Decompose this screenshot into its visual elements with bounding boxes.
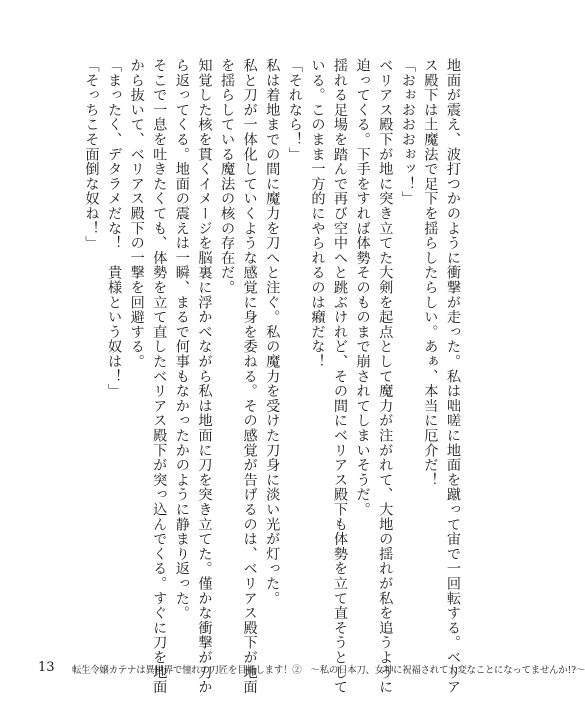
text-line: そこで一息を吐きたくても、体勢を立て直したベリアス殿下が突っ込んでくる。すぐに刀を地面 — [151, 58, 168, 695]
text-line: 「おぉおおおぉッ！」 — [399, 58, 416, 206]
text-line: 地面が震え、波打つかのように衝撃が走った。私は咄嗟に地面を蹴って宙で一回転する。ベリア — [445, 58, 461, 695]
text-line: 「そっちこそ面倒な奴ね！」 — [83, 58, 100, 251]
text-line: 迫ってくる。下手をすれば体勢そのものまで崩されてしまいそうだ。 — [354, 58, 371, 517]
text-line: 「まったく、デタラメだな！ 貴様という奴は！」 — [106, 58, 123, 399]
page-number: 13 — [38, 660, 55, 675]
text-line: いる。このまま一方的にやられるのは癪だな！ — [309, 58, 326, 369]
text-line: 揺れる足場を踏んで再び空中へと跳ぶけれど、その間にベリアス殿下も体勢を立て直そうとして — [332, 58, 349, 695]
text-line: 私は着地までの間に魔力を刀へと注ぐ。私の魔力を受けた刀身に淡い光が灯った。 — [264, 58, 281, 606]
text-line: ら返ってくる。地面の震えは一瞬、まるで何事もなかったかのように静まり返った。 — [173, 58, 190, 621]
text-line: 知覚した核を貫くイメージを脳裏に浮かべながら私は地面に刀を突き立てた。僅かな衝撃が刀か — [196, 58, 213, 695]
text-line: を揺らしている魔法の核の存在だ。 — [219, 58, 236, 295]
text-line: 私と刀が一体化していくような感覚に身を委ねる。その感覚が告げるのは、ベリアス殿下が地面 — [241, 58, 258, 695]
text-line: ス殿下は土魔法で足下を揺らしたらしい。あぁ、本当に厄介だ！ — [422, 58, 439, 488]
text-line: ベリアス殿下が地に突き立てた大剣を起点として魔力が注がれて、大地の揺れが私を追うように — [377, 58, 394, 695]
running-title: 転生令嬢カテナは異世界で憧れの刀匠を目指します！② ～私の日本刀、女神に祝福されて大変なことになってませんか!?～ — [72, 665, 585, 676]
page-footer — [0, 660, 585, 684]
text-line: から抜いて、ベリアス殿下の一撃を回避する。 — [128, 58, 145, 369]
text-line: 「それなら！」 — [286, 58, 303, 162]
